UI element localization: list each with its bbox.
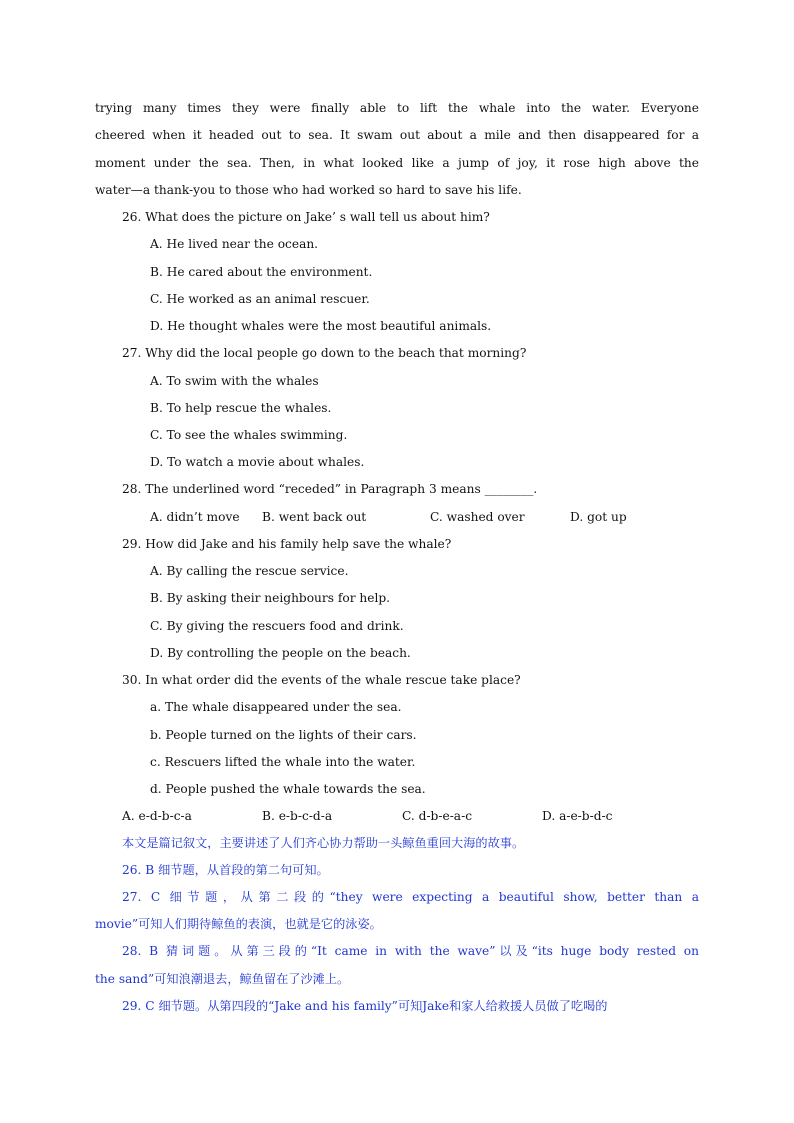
question-27-stem: 27. Why did the local people go down to the beach that morning? [122,346,527,360]
question-29-option-b: B. By asking their neighbours for help. [150,591,391,605]
passage-line-3: moment under the sea. Then, in what looked like a jump of joy, it rose high above the [95,156,699,170]
question-27-option-b: B. To help rescue the whales. [150,401,332,415]
question-28-option-c: C. washed over [430,510,525,524]
question-29-option-c: C. By giving the rescuers food and drink. [150,619,404,633]
question-28-option-d: D. got up [570,510,627,524]
question-27-option-d: D. To watch a movie about whales. [150,455,365,469]
analysis-27-line-1: 27. C 细节题，从第二段的“they were expecting a beautiful show, better than a [122,890,699,904]
passage-line-1: trying many times they were finally able to lift the whale into the water. Everyone [95,101,699,115]
question-30-event-a: a. The whale disappeared under the sea. [150,700,402,714]
question-30-event-d: d. People pushed the whale towards the sea. [150,782,426,796]
question-28-stem: 28. The underlined word “receded” in Paragraph 3 means ________. [122,482,538,496]
analysis-28-line-1: 28. B 猜词题。从第三段的“It came in with the wave”以及“its huge body rested on [122,944,699,958]
question-30-event-c: c. Rescuers lifted the whale into the water. [150,755,416,769]
passage-line-2: cheered when it headed out to sea. It swam out about a mile and then disappeared for a [95,128,699,142]
question-30-option-a: A. e-d-b-c-a [122,809,192,823]
question-26-option-a: A. He lived near the ocean. [150,237,319,251]
question-30-event-b: b. People turned on the lights of their cars. [150,728,417,742]
analysis-27-line-2: movie”可知人们期待鲸鱼的表演，也就是它的泳姿。 [95,917,382,931]
question-30-stem: 30. In what order did the events of the whale rescue take place? [122,673,521,687]
question-27-option-a: A. To swim with the whales [150,374,319,388]
question-28-options [150,509,670,525]
question-30-option-d: D. a-e-b-d-c [542,809,613,823]
question-26-option-b: B. He cared about the environment. [150,265,373,279]
question-30-option-b: B. e-b-c-d-a [262,809,333,823]
analysis-26: 26. B 细节题，从首段的第二句可知。 [122,863,329,877]
question-26-option-d: D. He thought whales were the most beautiful animals. [150,319,492,333]
question-29-option-a: A. By calling the rescue service. [150,564,349,578]
question-30-answer-options [95,808,655,824]
analysis-29-line-1: 29. C 细节题。从第四段的“Jake and his family”可知Jake和家人给救援人员做了吃喝的 [122,999,608,1013]
question-28-option-a: A. didn’t move [150,510,240,524]
question-29-option-d: D. By controlling the people on the beach. [150,646,411,660]
passage-line-4: water—a thank-you to those who had worked so hard to save his life. [95,183,522,197]
question-28-option-b: B. went back out [262,510,367,524]
question-26-option-c: C. He worked as an animal rescuer. [150,292,370,306]
question-30-option-c: C. d-b-e-a-c [402,809,473,823]
question-26-stem: 26. What does the picture on Jake’ s wall tell us about him? [122,210,490,224]
analysis-summary: 本文是篇记叙文，主要讲述了人们齐心协力帮助一头鲸鱼重回大海的故事。 [122,836,525,850]
question-29-stem: 29. How did Jake and his family help save the whale? [122,537,452,551]
question-27-option-c: C. To see the whales swimming. [150,428,348,442]
analysis-28-line-2: the sand”可知浪潮退去，鲸鱼留在了沙滩上。 [95,972,350,986]
